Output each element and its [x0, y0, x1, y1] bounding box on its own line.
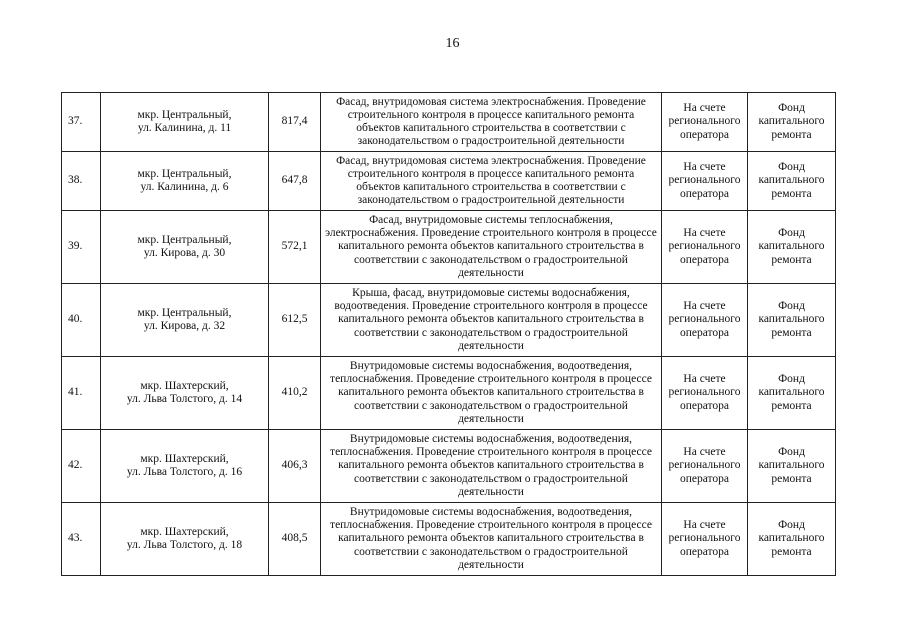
- account-cell: На счете регионального оператора: [662, 284, 748, 357]
- work-description-cell: [321, 284, 662, 357]
- address-district: мкр. Шахтерский,: [140, 525, 229, 538]
- address-cell: [101, 284, 269, 357]
- account-cell: На счете регионального оператора: [662, 152, 748, 211]
- table-row: [62, 211, 836, 284]
- work-description: Фасад, внутридомовые системы теплоснабжения, электроснабжения. Проведение строительного контроля в процессе капитального ремонта объектов капитального строительства в соответствии с законодательством о градостроительной деятельности: [325, 213, 657, 279]
- work-description-cell: [321, 152, 662, 211]
- work-description: Крыша, фасад, внутридомовые системы водоснабжения, водоотведения. Проведение строительного контроля в процессе капитального ремонта объектов капитального строительства в соответствии с законодательством о градостроительной деятельности: [334, 286, 648, 352]
- area-cell: 408,5: [269, 503, 321, 576]
- area-cell: 817,4: [269, 93, 321, 152]
- row-number: 37.: [62, 93, 101, 152]
- account-cell: На счете регионального оператора: [662, 211, 748, 284]
- row-number: 39.: [62, 211, 101, 284]
- address-street: ул. Льва Толстого, д. 14: [126, 393, 243, 405]
- account-cell: На счете регионального оператора: [662, 503, 748, 576]
- table-row: [62, 357, 836, 430]
- address-street: ул. Калинина, д. 11: [137, 122, 232, 134]
- repair-works-table: [61, 92, 836, 576]
- work-description-cell: [321, 503, 662, 576]
- address-district: мкр. Шахтерский,: [140, 452, 229, 465]
- account-cell: На счете регионального оператора: [662, 357, 748, 430]
- fund-cell: Фонд капитального ремонта: [748, 284, 836, 357]
- address-cell: [101, 503, 269, 576]
- address-street: ул. Льва Толстого, д. 18: [126, 539, 243, 551]
- address-street: ул. Льва Толстого, д. 16: [126, 466, 243, 478]
- table-row: [62, 152, 836, 211]
- work-description-cell: [321, 430, 662, 503]
- address-cell: [101, 430, 269, 503]
- address-district: мкр. Шахтерский,: [140, 379, 229, 392]
- fund-cell: Фонд капитального ремонта: [748, 503, 836, 576]
- fund-cell: Фонд капитального ремонта: [748, 357, 836, 430]
- page-number: 16: [445, 36, 460, 51]
- area-cell: 572,1: [269, 211, 321, 284]
- address-district: мкр. Центральный,: [137, 306, 232, 319]
- row-number: 38.: [62, 152, 101, 211]
- fund-cell: Фонд капитального ремонта: [748, 430, 836, 503]
- address-street: ул. Кирова, д. 30: [143, 247, 226, 259]
- account-cell: На счете регионального оператора: [662, 93, 748, 152]
- table-row: [62, 284, 836, 357]
- work-description: Внутридомовые системы водоснабжения, водоотведения, теплоснабжения. Проведение строительного контроля в процессе капитального ремонта объектов капитального строительства в соответствии с законодательством о градостроительной деятельности: [330, 505, 652, 571]
- area-cell: 647,8: [269, 152, 321, 211]
- work-description-cell: [321, 357, 662, 430]
- address-street: ул. Калинина, д. 6: [140, 181, 229, 193]
- area-cell: 410,2: [269, 357, 321, 430]
- row-number: 43.: [62, 503, 101, 576]
- area-cell: 612,5: [269, 284, 321, 357]
- address-district: мкр. Центральный,: [137, 108, 232, 121]
- fund-cell: Фонд капитального ремонта: [748, 211, 836, 284]
- table-row: [62, 430, 836, 503]
- area-cell: 406,3: [269, 430, 321, 503]
- fund-cell: Фонд капитального ремонта: [748, 152, 836, 211]
- table-row: [62, 503, 836, 576]
- address-cell: [101, 211, 269, 284]
- address-cell: [101, 93, 269, 152]
- work-description-cell: [321, 93, 662, 152]
- work-description: Фасад, внутридомовая система электроснабжения. Проведение строительного контроля в процессе капитального ремонта объектов капитального строительства в соответствии с законодательством о градостроительной деятельности: [336, 95, 646, 148]
- fund-cell: Фонд капитального ремонта: [748, 93, 836, 152]
- work-description: Фасад, внутридомовая система электроснабжения. Проведение строительного контроля в процессе капитального ремонта объектов капитального строительства в соответствии с законодательством о градостроительной деятельности: [336, 154, 646, 207]
- address-cell: [101, 357, 269, 430]
- row-number: 40.: [62, 284, 101, 357]
- work-description-cell: [321, 211, 662, 284]
- address-cell: [101, 152, 269, 211]
- table-row: [62, 93, 836, 152]
- row-number: 42.: [62, 430, 101, 503]
- row-number: 41.: [62, 357, 101, 430]
- account-cell: На счете регионального оператора: [662, 430, 748, 503]
- address-street: ул. Кирова, д. 32: [143, 320, 226, 332]
- address-district: мкр. Центральный,: [137, 167, 232, 180]
- work-description: Внутридомовые системы водоснабжения, водоотведения, теплоснабжения. Проведение строительного контроля в процессе капитального ремонта объектов капитального строительства в соответствии с законодательством о градостроительной деятельности: [330, 432, 652, 498]
- work-description: Внутридомовые системы водоснабжения, водоотведения, теплоснабжения. Проведение строительного контроля в процессе капитального ремонта объектов капитального строительства в соответствии с законодательством о градостроительной деятельности: [330, 359, 652, 425]
- address-district: мкр. Центральный,: [137, 233, 232, 246]
